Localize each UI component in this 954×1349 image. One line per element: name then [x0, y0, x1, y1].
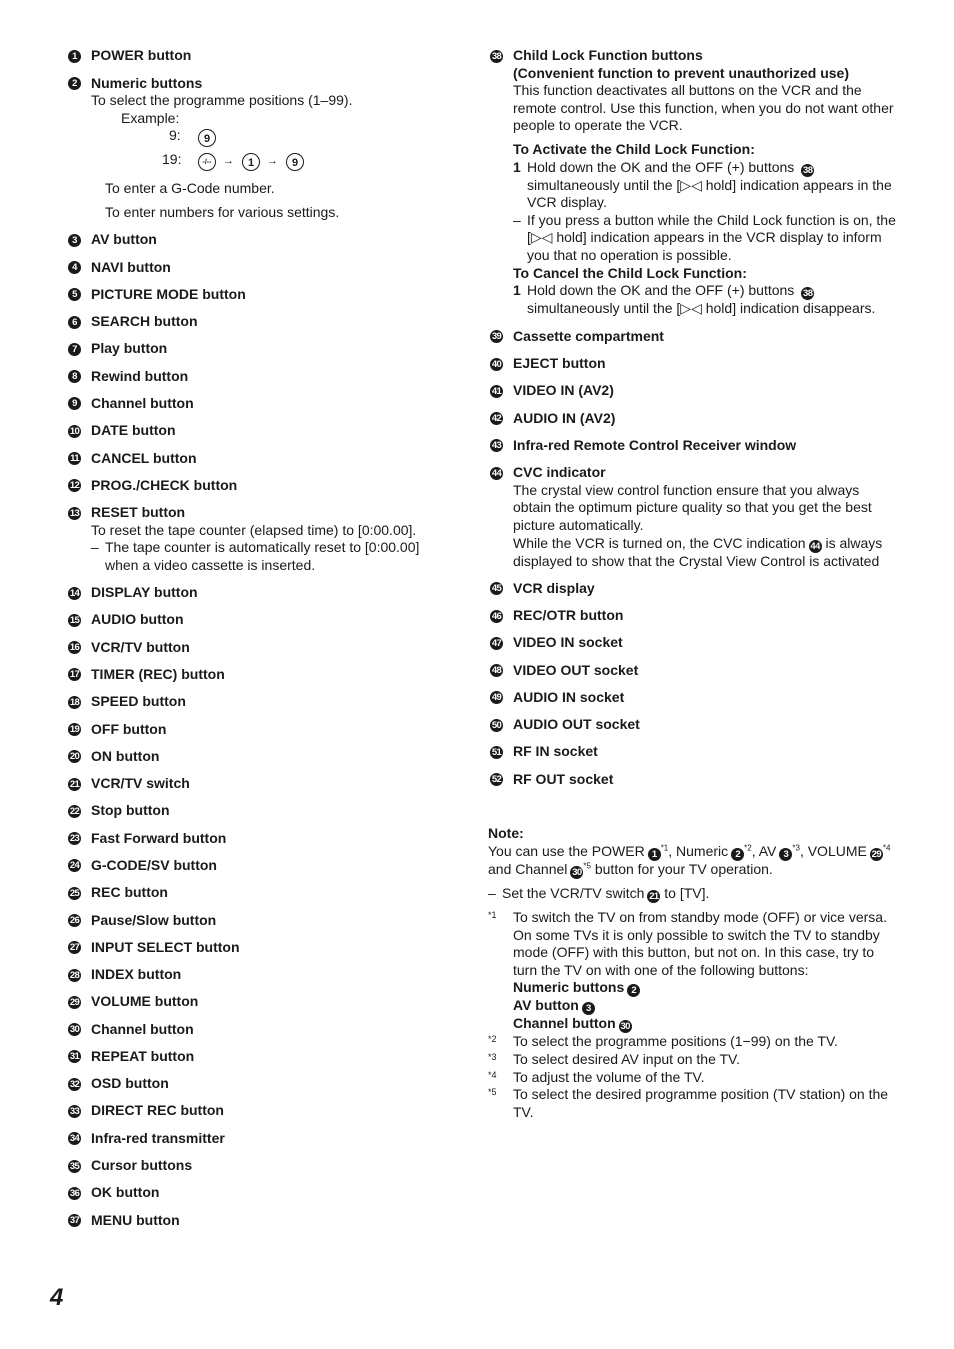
- step-number: 1: [513, 158, 521, 175]
- list-item: [488, 743, 896, 761]
- item-label: INPUT SELECT button: [91, 938, 240, 955]
- item-power: [66, 47, 446, 65]
- key-9-icon: 9: [198, 129, 216, 147]
- cvc-desc2-b: is always displayed to show that the Crystal View Control is activated: [513, 534, 883, 569]
- arrow-icon: →: [223, 155, 234, 168]
- number-badge: 13: [69, 507, 80, 519]
- number-badge: 6: [68, 316, 81, 329]
- activate-step: [513, 159, 896, 212]
- example-9-label: 9:: [169, 127, 181, 144]
- item-label: VCR/TV switch: [91, 775, 190, 792]
- number-badge: 42: [491, 413, 502, 425]
- number-badge: 30: [69, 1024, 80, 1036]
- footnote-text: To switch the TV on from standby mode (OFF) or vice versa.: [513, 908, 887, 925]
- item-label: Play button: [91, 340, 168, 357]
- list-item: [66, 693, 446, 711]
- number-badge: 19: [69, 724, 80, 736]
- list-item: [66, 1184, 446, 1202]
- reset-note: – The tape counter is automatically reset to [0:00.00] when a video cassette is inserted.: [91, 539, 446, 574]
- number-badge: 26: [69, 915, 80, 926]
- activate-note: [513, 212, 896, 265]
- list-item: [66, 368, 446, 386]
- number-badge: 51: [491, 746, 502, 758]
- item-label: AUDIO IN socket: [513, 688, 625, 705]
- number-badge: 31: [69, 1051, 80, 1063]
- example-9: [91, 127, 446, 149]
- list-item: [66, 422, 446, 440]
- footnote-text: To adjust the volume of the TV.: [513, 1068, 705, 1085]
- item-label: ON button: [91, 747, 160, 764]
- ref-badge: 44: [810, 540, 820, 552]
- item-label: VCR/TV button: [91, 638, 190, 655]
- number-badge: 8: [68, 370, 81, 383]
- number-badge: 40: [491, 358, 502, 370]
- example-label: Example:: [121, 109, 180, 126]
- list-item: [66, 912, 446, 930]
- footnote-ref: *4: [882, 843, 891, 853]
- item-label: NAVI button: [91, 258, 171, 275]
- item-label: REC/OTR button: [513, 607, 624, 624]
- number-badge: 21: [69, 778, 80, 790]
- item-label: AUDIO button: [91, 611, 184, 628]
- list-item: [66, 584, 446, 602]
- list-item: [66, 857, 446, 875]
- number-badge: 27: [69, 942, 80, 954]
- footnote-button: [513, 997, 896, 1015]
- list-item: [66, 939, 446, 957]
- numeric-desc: To select the programme positions (1–99).: [91, 92, 353, 109]
- ref-badge: 38: [803, 288, 813, 300]
- ref-badge: 30: [620, 1021, 630, 1033]
- activate-step-text-cont: simultaneously until the [▷◁ hold] indication appears in the VCR display.: [527, 176, 892, 211]
- number-badge: 5: [68, 288, 81, 301]
- list-item: [488, 771, 896, 789]
- item-label: Stop button: [91, 802, 170, 819]
- number-badge: 17: [69, 669, 80, 681]
- item-label: Cursor buttons: [91, 1157, 193, 1174]
- footnote-text: To select the desired programme position (TV station) on the TV.: [513, 1086, 889, 1120]
- key-9-icon: 9: [286, 153, 304, 171]
- item-label: CANCEL button: [91, 449, 197, 466]
- cancel-step-text: Hold down the OK and the OFF (+) buttons: [527, 282, 795, 299]
- item-numeric: [66, 75, 446, 222]
- item-label: Channel button: [91, 394, 194, 411]
- list-item: [66, 450, 446, 468]
- footnote-mark: *5: [488, 1087, 497, 1098]
- list-item: [66, 231, 446, 249]
- note-body: [488, 843, 896, 879]
- footnote-mark: *3: [488, 1051, 497, 1062]
- item-label: Fast Forward button: [91, 829, 227, 846]
- footnote-button-label: AV button: [513, 997, 579, 1014]
- activate-step-text: Hold down the OK and the OFF (+) buttons: [527, 158, 795, 175]
- ref-badge: 38: [803, 164, 813, 176]
- note-text: You can use the POWER: [488, 842, 645, 859]
- list-item: [66, 1157, 446, 1175]
- list-item: [66, 884, 446, 902]
- footnote-4: [488, 1069, 896, 1087]
- list-item: [488, 328, 896, 346]
- item-label: Cassette compartment: [513, 327, 664, 344]
- note-text: button for your TV operation.: [590, 860, 773, 877]
- item-label: INDEX button: [91, 966, 182, 983]
- number-badge: 4: [68, 261, 81, 274]
- note-text: , VOLUME: [799, 842, 867, 859]
- number-badge: 18: [69, 696, 80, 708]
- item-label: RF OUT socket: [513, 770, 614, 787]
- footnote-button: [513, 1015, 896, 1033]
- ref-badge: 2: [731, 848, 744, 861]
- cancel-title: To Cancel the Child Lock Function:: [513, 264, 747, 281]
- number-badge: 29: [69, 996, 80, 1008]
- item-label: OK button: [91, 1184, 160, 1201]
- list-item: [66, 1075, 446, 1093]
- item-label: AUDIO IN (AV2): [513, 409, 616, 426]
- number-badge: 9: [68, 397, 81, 410]
- footnote-mark: *2: [488, 1034, 497, 1045]
- key-1-icon: 1: [242, 153, 260, 171]
- cvc-desc: The crystal view control function ensure that you always obtain the optimum picture quality so that you get the best picture automatically.: [513, 481, 872, 533]
- number-badge: 39: [491, 331, 502, 343]
- ref-badge: 1: [648, 848, 661, 861]
- child-lock-desc: This function deactivates all buttons on the VCR and the remote control. Use this function, when you do not want other people to operate the VCR.: [513, 82, 894, 134]
- number-badge: 47: [491, 637, 502, 649]
- note-dash-text: Set the VCR/TV switch: [502, 884, 645, 901]
- list-item: [488, 355, 896, 373]
- list-item: [488, 437, 896, 455]
- item-label: SPEED button: [91, 693, 186, 710]
- number-badge: 12: [69, 480, 80, 492]
- item-label: AV button: [91, 231, 157, 248]
- number-badge: 20: [69, 751, 80, 763]
- list-item: [66, 259, 446, 277]
- item-label: G-CODE/SV button: [91, 856, 217, 873]
- item-label: EJECT button: [513, 355, 606, 371]
- number-badge: 37: [69, 1215, 80, 1227]
- list-item: [66, 1212, 446, 1230]
- list-item: [66, 639, 446, 657]
- item-label: MENU button: [91, 1211, 180, 1228]
- step-number: 1: [513, 282, 521, 299]
- example-19-label: 19:: [162, 151, 182, 168]
- list-item: [66, 340, 446, 358]
- list-item: [488, 689, 896, 707]
- key-dash-icon: -/--: [198, 153, 216, 171]
- footnote-button-label: Channel button: [513, 1015, 616, 1032]
- item-label: Infra-red transmitter: [91, 1129, 225, 1146]
- ref-badge: 29: [871, 848, 882, 860]
- list-item: [488, 716, 896, 734]
- child-lock-subtitle: (Convenient function to prevent unauthorized use): [513, 64, 849, 81]
- note-text: , AV: [751, 842, 777, 859]
- ref-badge: 3: [779, 848, 792, 861]
- list-item: [488, 382, 896, 400]
- cvc-desc2: [513, 535, 896, 571]
- item-label: OSD button: [91, 1075, 169, 1092]
- item-label: DATE button: [91, 422, 176, 439]
- number-badge: 1: [68, 50, 81, 63]
- number-badge: 46: [491, 610, 502, 622]
- list-item: [66, 1130, 446, 1148]
- footnote-button: [513, 979, 896, 997]
- list-item: [488, 634, 896, 652]
- left-column: [66, 47, 446, 1229]
- item-label: RF IN socket: [513, 743, 598, 760]
- number-badge: 7: [68, 343, 81, 356]
- footnote-text: On some TVs it is only possible to switch the TV to standby mode (OFF) with this button, but not on. In this case, try to turn the TV on with one of the following buttons:: [513, 926, 880, 978]
- page-number: 4: [50, 1284, 64, 1311]
- number-badge: 48: [491, 665, 502, 677]
- footnote-mark: *1: [488, 909, 497, 920]
- number-badge: 49: [491, 692, 502, 704]
- number-badge: 38: [491, 50, 502, 62]
- list-item: [66, 966, 446, 984]
- note-dash: [488, 885, 896, 903]
- item-label: PROG./CHECK button: [91, 476, 238, 493]
- footnote-3: [488, 1051, 896, 1069]
- item-label: POWER button: [91, 47, 192, 63]
- item-label: Rewind button: [91, 367, 189, 384]
- number-badge: 24: [69, 860, 80, 872]
- number-badge: 16: [69, 642, 80, 654]
- number-badge: 10: [69, 425, 80, 437]
- footnote-2: [488, 1033, 896, 1051]
- list-item: [66, 1021, 446, 1039]
- example-19: [91, 151, 446, 173]
- number-badge: 33: [69, 1105, 80, 1117]
- list-item: [488, 580, 896, 598]
- footnote-button-label: Numeric buttons: [513, 979, 625, 996]
- reset-desc: To reset the tape counter (elapsed time) to [0:00.00].: [91, 521, 417, 538]
- item-label: Pause/Slow button: [91, 911, 217, 928]
- item-label: Infra-red Remote Control Receiver window: [513, 436, 797, 453]
- arrow-icon: →: [267, 155, 278, 168]
- footnote-mark: *4: [488, 1069, 497, 1080]
- child-lock-title: Child Lock Function buttons: [513, 47, 703, 63]
- number-badge: 44: [491, 467, 502, 479]
- cancel-step: [513, 282, 896, 318]
- footnote-ref: *3: [792, 843, 800, 853]
- item-label: OFF button: [91, 720, 167, 737]
- list-item: [66, 1102, 446, 1120]
- note-text: , Numeric: [668, 842, 729, 859]
- number-badge: 36: [69, 1187, 80, 1199]
- item-label: REPEAT button: [91, 1047, 195, 1064]
- list-item: [66, 395, 446, 413]
- item-label: VCR display: [513, 579, 595, 596]
- list-item: [66, 802, 446, 820]
- item-label: PICTURE MODE button: [91, 285, 246, 302]
- ref-badge: 2: [627, 984, 640, 997]
- list-item: [488, 662, 896, 680]
- cvc-desc2-a: While the VCR is turned on, the CVC indication: [513, 534, 806, 551]
- number-badge: 15: [69, 614, 80, 626]
- settings-desc: To enter numbers for various settings.: [105, 203, 340, 220]
- list-item: [66, 748, 446, 766]
- list-item: [66, 1048, 446, 1066]
- item-label: REC button: [91, 884, 168, 901]
- number-badge: 45: [491, 583, 502, 595]
- gcode-desc: To enter a G-Code number.: [105, 180, 275, 197]
- list-item: [66, 993, 446, 1011]
- footnote-1: [488, 909, 896, 1033]
- ref-badge: 3: [582, 1002, 595, 1015]
- number-badge: 11: [68, 452, 81, 465]
- ref-badge: 30: [572, 866, 582, 878]
- item-label: RESET button: [91, 504, 186, 521]
- list-item: [66, 721, 446, 739]
- ref-badge: 21: [649, 890, 659, 902]
- number-badge: 35: [69, 1160, 80, 1172]
- activate-title: To Activate the Child Lock Function:: [513, 140, 755, 157]
- item-label: Channel button: [91, 1020, 194, 1037]
- item-label: CVC indicator: [513, 464, 606, 481]
- item-label: Numeric buttons: [91, 74, 203, 91]
- number-badge: 23: [69, 833, 80, 845]
- number-badge: 34: [69, 1133, 80, 1145]
- number-badge: 3: [68, 234, 81, 247]
- item-label: VIDEO OUT socket: [513, 661, 639, 678]
- item-label: VIDEO IN (AV2): [513, 382, 614, 399]
- item-label: VIDEO IN socket: [513, 634, 623, 651]
- number-badge: 50: [491, 719, 502, 731]
- note-dash-text: to [TV].: [664, 884, 710, 901]
- list-item: [488, 410, 896, 428]
- item-label: AUDIO OUT socket: [513, 716, 640, 733]
- footnote-ref: *1: [660, 843, 669, 853]
- number-badge: 28: [69, 969, 80, 981]
- number-badge: 2: [68, 77, 81, 90]
- cancel-step-text-cont: simultaneously until the [▷◁ hold] indication disappears.: [527, 300, 876, 317]
- list-item: [66, 477, 446, 495]
- number-badge: 32: [69, 1078, 80, 1090]
- list-item: [488, 607, 896, 625]
- list-item: [66, 611, 446, 629]
- note-section: [488, 825, 896, 1121]
- note-title: Note:: [488, 825, 524, 842]
- list-item: [66, 286, 446, 304]
- item-label: SEARCH button: [91, 313, 198, 330]
- activate-note-text: If you press a button while the Child Lock function is on, the [▷◁ hold] indication appears in the VCR display to inform you that no operation is possible.: [527, 211, 896, 263]
- item-cvc: [488, 464, 896, 570]
- list-item: [66, 313, 446, 331]
- number-badge: 41: [491, 385, 502, 397]
- list-item: [66, 775, 446, 793]
- number-badge: 52: [491, 774, 502, 786]
- note-text: and Channel: [488, 860, 568, 877]
- item-label: TIMER (REC) button: [91, 665, 225, 682]
- footnote-ref: *5: [583, 861, 591, 871]
- footnote-text: To select desired AV input on the TV.: [513, 1050, 741, 1067]
- footnote-ref: *2: [744, 843, 752, 853]
- list-item: [66, 830, 446, 848]
- item-label: DISPLAY button: [91, 584, 198, 601]
- item-child-lock: [488, 47, 896, 318]
- number-badge: 14: [69, 587, 80, 599]
- number-badge: 22: [69, 805, 80, 817]
- item-label: VOLUME button: [91, 993, 199, 1010]
- footnote-5: [488, 1086, 896, 1121]
- item-label: DIRECT REC button: [91, 1102, 224, 1119]
- number-badge: 43: [491, 440, 502, 452]
- number-badge: 25: [69, 887, 80, 899]
- footnote-text: To select the programme positions (1−99) on the TV.: [513, 1033, 838, 1050]
- item-reset: [66, 504, 446, 574]
- list-item: [66, 666, 446, 684]
- right-column: [488, 47, 896, 1121]
